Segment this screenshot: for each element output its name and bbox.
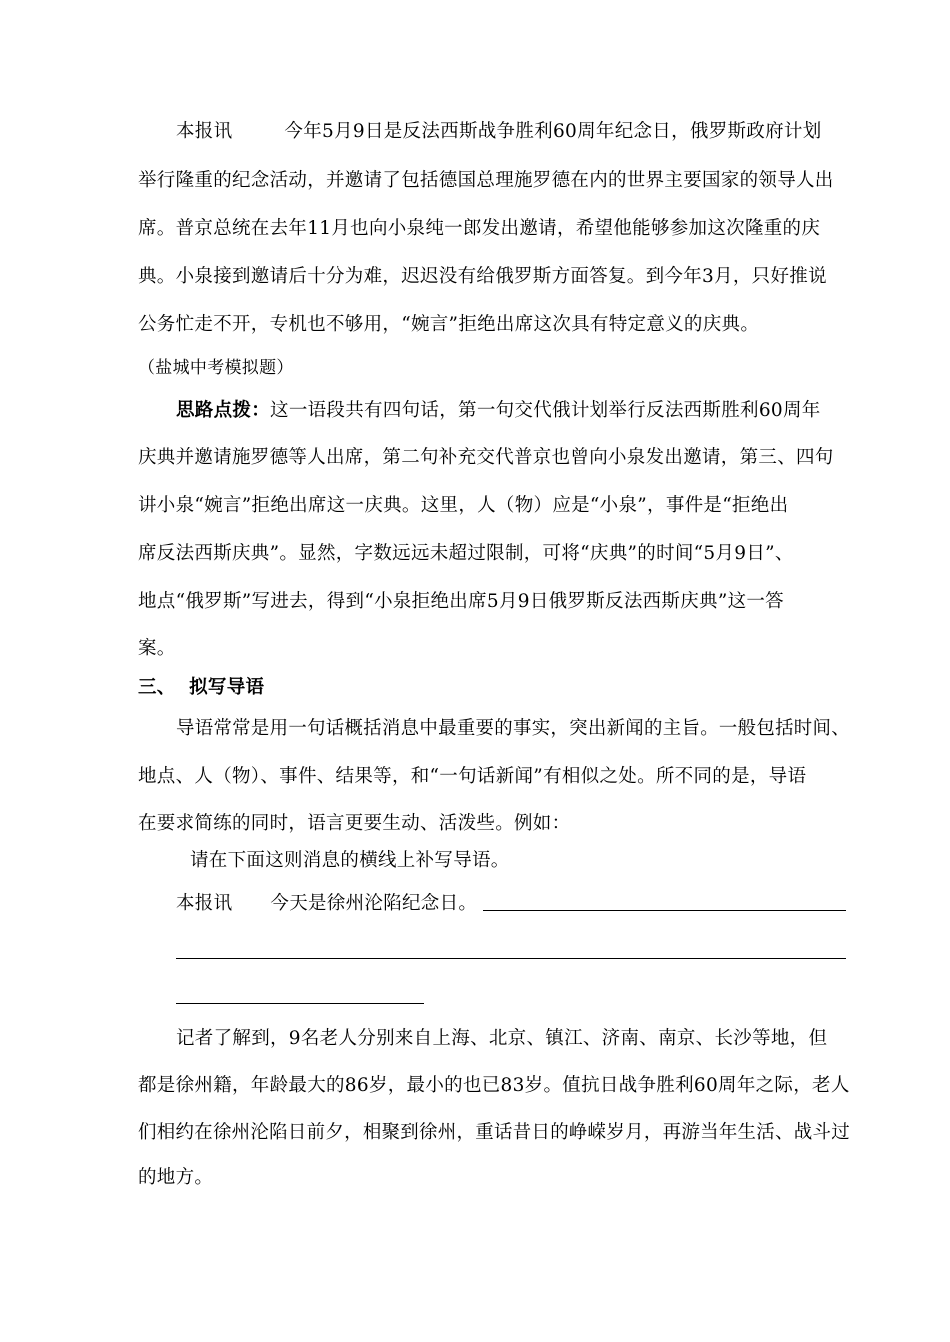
section-number: 三、 (138, 677, 176, 698)
exercise-text: 今天是徐州沦陷纪念日。 (270, 893, 478, 914)
section3-line1: 导语常常是用一句话概括消息中最重要的事实，突出新闻的主旨。一般包括时间、 (176, 718, 850, 739)
exercise-line (176, 893, 477, 915)
para1-line3: 席。普京总统在去年11月也向小泉纯一郎发出邀请，希望他能够参加这次隆重的庆 (138, 218, 821, 239)
answer-blank-line-1[interactable] (483, 910, 846, 911)
answer-blank-line-2[interactable] (176, 958, 846, 959)
para1-line5: 公务忙走不开，专机也不够用，“婉言”拒绝出席这次具有特定意义的庆典。 (138, 314, 760, 335)
para1-line4: 典。小泉接到邀请后十分为难，迟迟没有给俄罗斯方面答复。到今年3月，只好推说 (138, 266, 827, 287)
analysis-line2: 庆典并邀请施罗德等人出席，第二句补充交代普京也曾向小泉发出邀请，第三、四句 (138, 447, 834, 468)
analysis-label: 思路点拨： (176, 400, 271, 421)
analysis-line5: 地点“俄罗斯”写进去，得到“小泉拒绝出席5月9日俄罗斯反法西斯庆典”这一答 (138, 591, 784, 612)
section3-line2: 地点、人（物）、事件、结果等，和“一句话新闻”有相似之处。所不同的是，导语 (138, 766, 807, 787)
answer-blank-line-3[interactable] (176, 1003, 424, 1004)
analysis-line4: 席反法西斯庆典”。显然，字数远远未超过限制，可将“庆典”的时间“5月9日”、 (138, 543, 794, 564)
para2-line4: 的地方。 (138, 1167, 214, 1188)
section-heading (138, 677, 264, 699)
source-note: （盐城中考模拟题） (138, 358, 294, 378)
exercise-prompt: 请在下面这则消息的横线上补写导语。 (190, 850, 510, 871)
para2-line2: 都是徐州籍，年龄最大的86岁，最小的也已83岁。值抗日战争胜利60周年之际，老人 (138, 1075, 850, 1096)
analysis-line1-text: 这一语段共有四句话，第一句交代俄计划举行反法西斯胜利60周年 (270, 400, 821, 421)
para1-line1-text: 今年5月9日是反法西斯战争胜利60周年纪念日，俄罗斯政府计划 (284, 121, 822, 142)
analysis-line6: 案。 (138, 638, 176, 659)
para1-line2: 举行隆重的纪念活动，并邀请了包括德国总理施罗德在内的世界主要国家的领导人出 (138, 170, 834, 191)
exercise-dateline: 本报讯 (176, 893, 233, 914)
section3-line3: 在要求简练的同时，语言更要生动、活泼些。例如： (138, 813, 571, 834)
section-title: 拟写导语 (189, 677, 265, 698)
analysis-line3: 讲小泉“婉言”拒绝出席这一庆典。这里，人（物）应是“小泉”，事件是“拒绝出 (138, 495, 789, 516)
news-dateline: 本报讯 (176, 121, 233, 142)
para2-line1: 记者了解到，9名老人分别来自上海、北京、镇江、济南、南京、长沙等地，但 (176, 1028, 828, 1049)
para1-line1 (176, 121, 822, 143)
para2-line3: 们相约在徐州沦陷日前夕，相聚到徐州，重话昔日的峥嵘岁月，再游当年生活、战斗过 (138, 1122, 850, 1143)
analysis-line1 (176, 400, 821, 422)
